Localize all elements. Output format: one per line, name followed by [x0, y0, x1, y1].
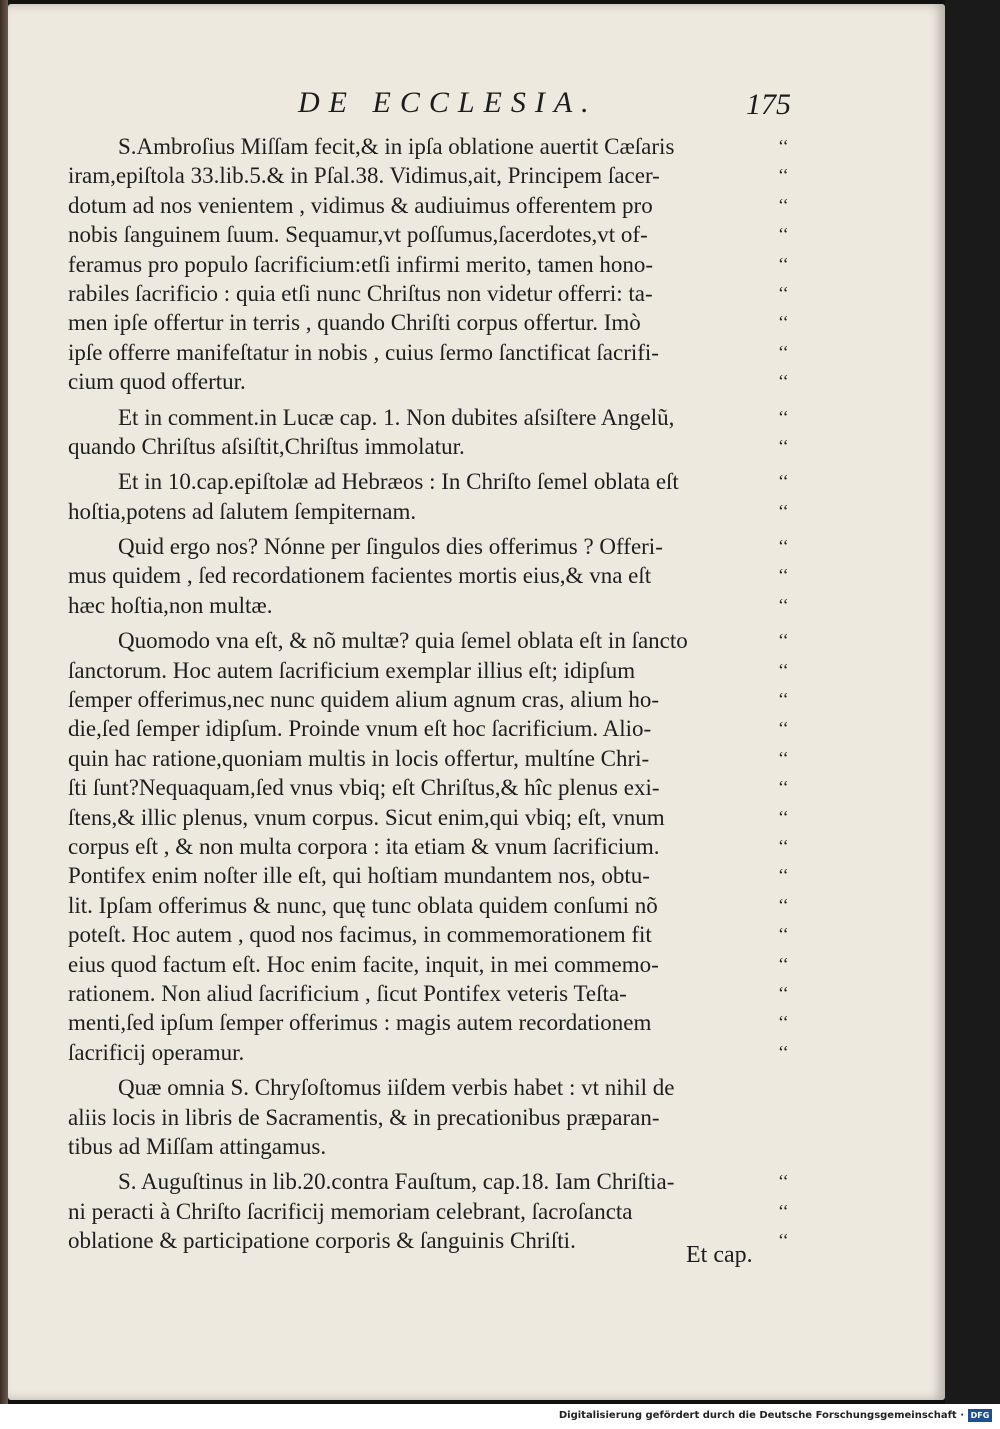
footer-bar — [0, 1404, 1000, 1429]
quotation-mark: ‘‘ — [778, 747, 789, 768]
text-line: tibus ad Miſſam attingamus. — [68, 1133, 327, 1159]
quotation-mark: ‘‘ — [778, 1012, 789, 1033]
text-line: ni peracti à Chriſto ſacrificij memoriam celebrant, ſacroſancta — [68, 1198, 633, 1224]
quotation-mark: ‘‘ — [778, 406, 789, 427]
quotation-mark: ‘‘ — [778, 500, 789, 521]
text-line: Quomodo vna eſt, & nõ multæ? quia ſemel oblata eſt in ſancto — [118, 628, 688, 654]
quotation-mark: ‘‘ — [778, 1041, 789, 1062]
text-line: ſemper offerimus,nec nunc quidem alium agnum cras, alium ho- — [68, 687, 660, 713]
quotation-mark: ‘‘ — [778, 1171, 789, 1192]
quotation-mark: ‘‘ — [778, 1230, 789, 1251]
quotation-mark: ‘‘ — [778, 953, 789, 974]
running-title: DE ECCLESIA. — [298, 86, 598, 119]
paragraph — [68, 132, 768, 397]
text-line: oblatione & participatione corporis & ſanguinis Chriſti. — [68, 1228, 576, 1254]
text-line: ſtens,& illic plenus, vnum corpus. Sicut enim,qui vbiq; eſt, vnum — [68, 804, 665, 830]
text-line: feramus pro populo ſacrificium:etſi infirmi merito, tamen hono- — [68, 251, 654, 277]
text-line: eius quod factum eſt. Hoc enim facite, inquit, in mei commemo- — [68, 951, 659, 977]
quotation-mark: ‘‘ — [778, 924, 789, 945]
text-line: corpus eſt , & non multa corpora : ita etiam & vnum ſacrificium. — [68, 833, 660, 859]
text-line: hoſtia,potens ad ſalutem ſempiternam. — [68, 498, 417, 524]
body-text — [68, 132, 768, 1261]
paragraph — [68, 1167, 768, 1255]
text-line: dotum ad nos venientem , vidimus & audiuimus offerentem pro — [68, 192, 653, 218]
quotation-mark: ‘‘ — [778, 777, 789, 798]
quotation-mark: ‘‘ — [778, 659, 789, 680]
quotation-mark: ‘‘ — [778, 718, 789, 739]
footer-credit: Digitalisierung gefördert durch die Deutsche Forschungsgemeinschaft · — [558, 1410, 964, 1421]
quotation-mark: ‘‘ — [778, 341, 789, 362]
text-line: iram,epiſtola 33.lib.5.& in Pſal.38. Vidimus,ait, Principem ſacer- — [68, 163, 660, 189]
quotation-mark: ‘‘ — [778, 865, 789, 886]
quotation-mark: ‘‘ — [778, 194, 789, 215]
text-line: ſti ſunt?Nequaquam,ſed vnus vbiq; eſt Chriſtus,& hîc plenus exi- — [68, 775, 660, 801]
quotation-mark: ‘‘ — [778, 982, 789, 1003]
text-line: Quæ omnia S. Chryſoſtomus iiſdem verbis habet : vt nihil de — [118, 1075, 675, 1101]
book-edge-right — [945, 0, 1000, 1404]
text-line: menti,ſed ipſum ſemper offerimus : magis autem recordationem — [68, 1010, 652, 1036]
quotation-mark: ‘‘ — [778, 689, 789, 710]
text-line: die,ſed ſemper idipſum. Proinde vnum eſt hoc ſacrificium. Alio- — [68, 716, 652, 742]
quotation-mark: ‘‘ — [778, 224, 789, 245]
text-line: quando Chriſtus aſsiſtit,Chriſtus immolatur. — [68, 433, 465, 459]
page-header — [8, 86, 945, 126]
book-page — [8, 4, 945, 1400]
paragraph — [68, 626, 768, 1067]
book-edge-left — [0, 0, 8, 1404]
paragraph — [68, 532, 768, 620]
text-line: rationem. Non aliud ſacrificium , ſicut Pontifex veteris Teſta- — [68, 980, 627, 1006]
text-line: cium quod offertur. — [68, 369, 246, 395]
quotation-mark: ‘‘ — [778, 371, 789, 392]
text-line: S.Ambroſius Miſſam fecit,& in ipſa oblatione auertit Cæſaris — [118, 134, 675, 159]
quotation-mark: ‘‘ — [778, 894, 789, 915]
catchword: Et cap. — [686, 1242, 753, 1268]
text-line: Pontifex enim noſter ille eſt, qui hoſtiam mundantem nos, obtu- — [68, 863, 650, 889]
quotation-mark: ‘‘ — [778, 806, 789, 827]
text-line: ſacrificij operamur. — [68, 1039, 245, 1065]
text-line: S. Auguſtinus in lib.20.contra Fauſtum, cap.18. Iam Chriſtia- — [118, 1169, 675, 1195]
paragraph — [68, 467, 768, 526]
text-line: lit. Ipſam offerimus & nunc, quę tunc oblata quidem conſumi nõ — [68, 892, 658, 918]
text-line: men ipſe offertur in terris , quando Chriſti corpus offertur. Imò — [68, 310, 641, 336]
text-line: ipſe offerre manifeſtatur in nobis , cuius ſermo ſanctificat ſacrifi- — [68, 339, 659, 365]
quotation-mark: ‘‘ — [778, 565, 789, 586]
text-line: Quid ergo nos? Nónne per ſingulos dies offerimus ? Offeri- — [118, 534, 663, 560]
quotation-mark: ‘‘ — [778, 536, 789, 557]
quotation-mark: ‘‘ — [778, 136, 789, 156]
quotation-mark: ‘‘ — [778, 312, 789, 333]
page-number: 175 — [746, 88, 791, 121]
paragraph — [68, 403, 768, 462]
text-line: Et in 10.cap.epiſtolæ ad Hebræos : In Chriſto ſemel oblata eſt — [118, 469, 679, 495]
paragraph — [68, 1073, 768, 1161]
quotation-mark: ‘‘ — [778, 165, 789, 186]
quotation-mark: ‘‘ — [778, 594, 789, 615]
text-line: quin hac ratione,quoniam multis in locis offertur, multíne Chri- — [68, 745, 650, 771]
dfg-logo: DFG — [968, 1409, 992, 1422]
text-line: hæc hoſtia,non multæ. — [68, 592, 273, 618]
quotation-mark: ‘‘ — [778, 1200, 789, 1221]
text-line: ſanctorum. Hoc autem ſacrificium exemplar illius eſt; idipſum — [68, 657, 636, 683]
text-line: poteſt. Hoc autem , quod nos facimus, in commemorationem fit — [68, 922, 652, 948]
quotation-mark: ‘‘ — [778, 835, 789, 856]
quotation-mark: ‘‘ — [778, 435, 789, 456]
quotation-mark: ‘‘ — [778, 282, 789, 303]
quotation-mark: ‘‘ — [778, 630, 789, 651]
text-line: nobis ſanguinem ſuum. Sequamur,vt poſſumus,ſacerdotes,vt of- — [68, 222, 648, 248]
text-line: rabiles ſacrificio : quia etſi nunc Chriſtus non videtur offerri: ta- — [68, 280, 653, 306]
text-line: Et in comment.in Lucæ cap. 1. Non dubites aſsiſtere Angelũ, — [118, 404, 675, 430]
text-line: aliis locis in libris de Sacramentis, & in precationibus præparan- — [68, 1104, 660, 1130]
text-line: mus quidem , ſed recordationem facientes mortis eius,& vna eſt — [68, 563, 652, 589]
quotation-mark: ‘‘ — [778, 253, 789, 274]
quotation-mark: ‘‘ — [778, 471, 789, 492]
